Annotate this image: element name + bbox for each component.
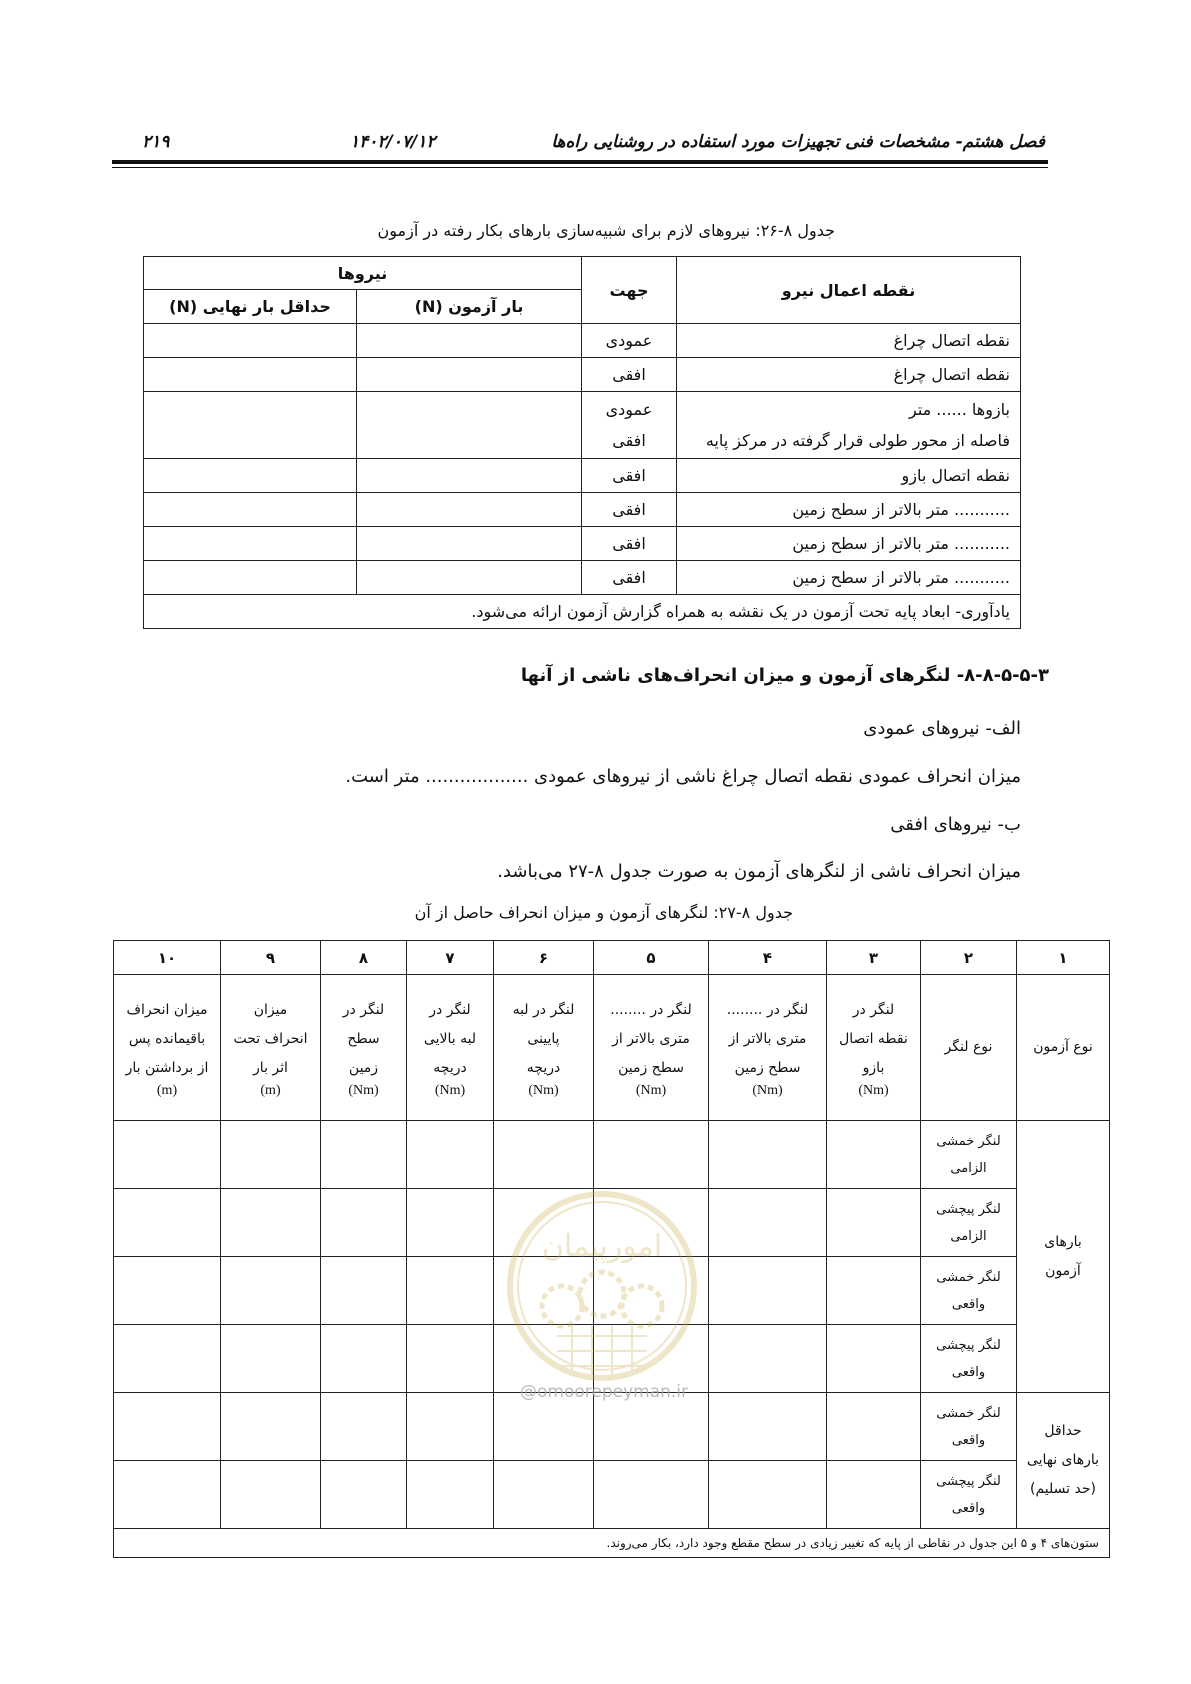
table27-colnum-4: ۴ bbox=[709, 941, 827, 975]
table27-group-test-loads bbox=[1017, 1121, 1110, 1393]
table27-cell-empty bbox=[594, 1393, 709, 1461]
table-row bbox=[144, 358, 1021, 392]
moment-type-line: لنگر پیچشی bbox=[936, 1473, 1001, 1489]
header-unit: (Nm) bbox=[434, 1083, 466, 1098]
table27-cell-empty bbox=[114, 1257, 221, 1325]
table27-cell-empty bbox=[407, 1189, 494, 1257]
moment-type-line: لنگر خمشی bbox=[936, 1405, 1001, 1421]
table-row bbox=[144, 561, 1021, 595]
table27-cell-empty bbox=[407, 1393, 494, 1461]
header-unit: (Nm) bbox=[858, 1083, 889, 1098]
header-line: لنگر در bbox=[342, 1002, 385, 1018]
paragraph-horizontal-deflection: میزان انحراف ناشی از لنگرهای آزمون به صورت جدول ۸-۲۷ می‌باشد. bbox=[497, 861, 1021, 882]
table27-cell-empty bbox=[321, 1257, 407, 1325]
table27-header-col9 bbox=[221, 975, 321, 1121]
table27-cell-empty bbox=[321, 1189, 407, 1257]
header-line: سطح bbox=[347, 1031, 380, 1047]
table27-cell-empty bbox=[494, 1189, 594, 1257]
table27-colnum-9: ۹ bbox=[221, 941, 321, 975]
table26-cell-empty bbox=[144, 324, 357, 358]
table27-header-col6 bbox=[494, 975, 594, 1121]
table27-cell-empty bbox=[709, 1121, 827, 1189]
header-line: دریچه bbox=[526, 1060, 561, 1076]
table-row bbox=[114, 1257, 1110, 1325]
header-line: متری بالاتر از bbox=[728, 1031, 807, 1047]
header-line: لنگر در ........ bbox=[610, 1002, 692, 1018]
header-text: نوع آزمون bbox=[1033, 1039, 1093, 1055]
moment-type-line: واقعی bbox=[951, 1296, 986, 1312]
table27-cell-empty bbox=[709, 1393, 827, 1461]
header-unit: (m) bbox=[260, 1083, 281, 1098]
table26-cell-empty bbox=[144, 527, 357, 561]
table27-moment-type bbox=[921, 1121, 1017, 1189]
table27-caption: جدول ۸-۲۷: لنگرهای آزمون و میزان انحراف حاصل از آن bbox=[414, 903, 793, 922]
paragraph-vertical-forces: الف- نیروهای عمودی bbox=[863, 718, 1021, 739]
table26 bbox=[143, 256, 1021, 629]
table27-cell-empty bbox=[494, 1257, 594, 1325]
table26-cell-empty bbox=[357, 324, 582, 358]
table27-group-ultimate-loads bbox=[1017, 1393, 1110, 1529]
table27-cell-empty bbox=[709, 1189, 827, 1257]
table27-cell-empty bbox=[114, 1461, 221, 1529]
table27-cell-empty bbox=[709, 1325, 827, 1393]
header-unit: (Nm) bbox=[635, 1083, 667, 1098]
table26-cell-point: ........... متر بالاتر از سطح زمین bbox=[677, 527, 1021, 561]
header-line: متری بالاتر از bbox=[612, 1031, 690, 1047]
paragraph-horizontal-forces: ب- نیروهای افقی bbox=[890, 814, 1021, 835]
header-line: میزان bbox=[253, 1002, 288, 1018]
table27-moment-type bbox=[921, 1325, 1017, 1393]
header-unit: (Nm) bbox=[528, 1083, 559, 1098]
header-line: لنگر در لبه bbox=[512, 1002, 575, 1018]
section-title: ۸-۸-۵-۵-۳- لنگرهای آزمون و میزان انحراف‌های ناشی از آنها bbox=[520, 665, 1049, 686]
table27-cell-empty bbox=[594, 1257, 709, 1325]
moment-type-line: لنگر خمشی bbox=[936, 1133, 1001, 1149]
table27-cell-empty bbox=[407, 1461, 494, 1529]
table27-moment-type bbox=[921, 1257, 1017, 1325]
table-row bbox=[114, 1189, 1110, 1257]
table-row bbox=[144, 527, 1021, 561]
table27-header-moment-type bbox=[921, 975, 1017, 1121]
table27-cell-empty bbox=[407, 1257, 494, 1325]
paragraph-vertical-deflection: میزان انحراف عمودی نقطه اتصال چراغ ناشی از نیروهای عمودی .................. متر است. bbox=[345, 766, 1021, 787]
table26-cell-direction-line2: افقی bbox=[612, 431, 646, 450]
table27-moment-type bbox=[921, 1189, 1017, 1257]
group-label-line: بارهای نهایی bbox=[1026, 1452, 1100, 1468]
table27-cell-empty bbox=[321, 1461, 407, 1529]
table26-cell-empty bbox=[357, 358, 582, 392]
table27-cell-empty bbox=[114, 1393, 221, 1461]
header-line: سطح زمین bbox=[734, 1060, 801, 1076]
table26-cell-direction: افقی bbox=[582, 358, 677, 392]
table27-colnum-2: ۲ bbox=[921, 941, 1017, 975]
table26-cell-empty bbox=[357, 561, 582, 595]
table27-cell-empty bbox=[221, 1325, 321, 1393]
header-line: لنگر در ........ bbox=[726, 1002, 809, 1018]
table26-cell-point: نقطه اتصال چراغ bbox=[677, 358, 1021, 392]
table26-cell-empty bbox=[357, 459, 582, 493]
watermark-logo-text: امورپیمان bbox=[541, 1229, 663, 1264]
header-line: سطح زمین bbox=[618, 1060, 684, 1076]
table26-cell-point bbox=[677, 392, 1021, 459]
table27-colnum-8: ۸ bbox=[321, 941, 407, 975]
table27-cell-empty bbox=[494, 1393, 594, 1461]
table27-cell-empty bbox=[709, 1257, 827, 1325]
group-label-line: بارهای bbox=[1044, 1233, 1082, 1250]
table27-colnum-6: ۶ bbox=[494, 941, 594, 975]
table27-cell-empty bbox=[827, 1189, 921, 1257]
table26-cell-direction-line1: عمودی bbox=[605, 400, 653, 419]
table26-cell-point: نقطه اتصال چراغ bbox=[677, 324, 1021, 358]
group-label-line: آزمون bbox=[1045, 1262, 1081, 1279]
table26-cell-direction: افقی bbox=[582, 561, 677, 595]
table27-cell-empty bbox=[594, 1189, 709, 1257]
table27-cell-empty bbox=[221, 1257, 321, 1325]
moment-type-line: واقعی bbox=[951, 1432, 986, 1448]
table27-colnum-7: ۷ bbox=[407, 941, 494, 975]
table27-moment-type bbox=[921, 1393, 1017, 1461]
table26-cell-direction: افقی bbox=[582, 527, 677, 561]
table26-header-test-load: بار آزمون (N) bbox=[357, 290, 582, 324]
table27-cell-empty bbox=[827, 1393, 921, 1461]
table26-cell-empty bbox=[357, 493, 582, 527]
table27-cell-empty bbox=[827, 1257, 921, 1325]
header-line: نقطه اتصال bbox=[839, 1031, 908, 1047]
table26-header-point: نقطه اعمال نیرو bbox=[677, 257, 1021, 324]
table27-colnum-10: ۱۰ bbox=[114, 941, 221, 975]
header-line: از برداشتن بار bbox=[125, 1060, 209, 1076]
table26-cell-point: ........... متر بالاتر از سطح زمین bbox=[677, 561, 1021, 595]
table26-cell-empty bbox=[144, 459, 357, 493]
header-line: میزان انحراف bbox=[126, 1002, 208, 1018]
page-number: ۲۱۹ bbox=[142, 132, 170, 152]
table-row bbox=[144, 459, 1021, 493]
table27-cell-empty bbox=[594, 1461, 709, 1529]
table27-moment-type bbox=[921, 1461, 1017, 1529]
header-text: نوع لنگر bbox=[944, 1039, 993, 1055]
header-line: بازو bbox=[862, 1060, 885, 1076]
table27-cell-empty bbox=[321, 1325, 407, 1393]
table-row bbox=[114, 1121, 1110, 1189]
table27-cell-empty bbox=[114, 1189, 221, 1257]
header-line: زمین bbox=[348, 1060, 379, 1076]
table27-note: ستون‌های ۴ و ۵ این جدول در نقاطی از پایه که تغییر زیادی در سطح مقطع وجود دارد، بکار می‌روند. bbox=[114, 1529, 1110, 1558]
moment-type-line: الزامی bbox=[950, 1228, 987, 1244]
table26-caption: جدول ۸-۲۶: نیروهای لازم برای شبیه‌سازی بارهای بکار رفته در آزمون bbox=[377, 221, 835, 240]
moment-type-line: لنگر خمشی bbox=[936, 1269, 1001, 1285]
header-line: پایینی bbox=[527, 1031, 560, 1047]
chapter-title: فصل هشتم- مشخصات فنی تجهیزات مورد استفاده در روشنایی راه‌ها bbox=[551, 132, 1045, 152]
header-unit: (m) bbox=[156, 1083, 178, 1098]
header-line: اثر بار bbox=[253, 1060, 288, 1076]
table26-cell-point: ........... متر بالاتر از سطح زمین bbox=[677, 493, 1021, 527]
header-date: ۱۴۰۲/۰۷/۱۲ bbox=[350, 132, 436, 152]
table26-cell-point-line2: فاصله از محور طولی قرار گرفته در مرکز پایه bbox=[705, 431, 1010, 450]
table27-cell-empty bbox=[114, 1325, 221, 1393]
table27-header-col7 bbox=[407, 975, 494, 1121]
table27-header-test-type bbox=[1017, 975, 1110, 1121]
table27-cell-empty bbox=[407, 1325, 494, 1393]
table27-cell-empty bbox=[827, 1325, 921, 1393]
table26-cell-empty bbox=[144, 561, 357, 595]
moment-type-line: واقعی bbox=[951, 1364, 986, 1380]
table27-header-col5 bbox=[594, 975, 709, 1121]
table-row bbox=[144, 324, 1021, 358]
table27 bbox=[113, 940, 1110, 1558]
table26-cell-empty bbox=[357, 392, 582, 459]
table-row bbox=[144, 493, 1021, 527]
table27-cell-empty bbox=[321, 1393, 407, 1461]
table26-cell-empty bbox=[144, 392, 357, 459]
table27-cell-empty bbox=[407, 1121, 494, 1189]
table27-cell-empty bbox=[221, 1393, 321, 1461]
watermark-text: @omoorepeyman.ir bbox=[520, 1382, 689, 1402]
table27-colnum-3: ۳ bbox=[827, 941, 921, 975]
table26-cell-point: نقطه اتصال بازو bbox=[677, 459, 1021, 493]
table27-colnum-1: ۱ bbox=[1017, 941, 1110, 975]
table26-note: یادآوری- ابعاد پایه تحت آزمون در یک نقشه به همراه گزارش آزمون ارائه می‌شود. bbox=[144, 595, 1021, 629]
header-line: لبه بالایی bbox=[423, 1031, 477, 1047]
table27-header-col3 bbox=[827, 975, 921, 1121]
table-row bbox=[114, 1393, 1110, 1461]
group-label-line: حداقل bbox=[1044, 1423, 1082, 1439]
header-line: باقیمانده پس bbox=[128, 1031, 206, 1047]
table27-cell-empty bbox=[827, 1121, 921, 1189]
header-rule-thin bbox=[112, 167, 1048, 168]
table26-header-forces: نیروها bbox=[144, 257, 582, 290]
header-line: دریچه bbox=[433, 1060, 467, 1076]
table27-cell-empty bbox=[494, 1121, 594, 1189]
table27-cell-empty bbox=[221, 1121, 321, 1189]
table26-cell-point-line1: بازوها ...... متر bbox=[908, 400, 1010, 419]
header-unit: (Nm) bbox=[348, 1083, 379, 1098]
table27-header-col10 bbox=[114, 975, 221, 1121]
moment-type-line: لنگر پیچشی bbox=[936, 1337, 1001, 1353]
table27-colnum-5: ۵ bbox=[594, 941, 709, 975]
table27-cell-empty bbox=[221, 1461, 321, 1529]
table26-cell-empty bbox=[357, 527, 582, 561]
table27-cell-empty bbox=[321, 1121, 407, 1189]
table27-cell-empty bbox=[221, 1189, 321, 1257]
table26-header-direction: جهت bbox=[582, 257, 677, 324]
group-label-line: (حد تسلیم) bbox=[1030, 1481, 1096, 1497]
table27-cell-empty bbox=[827, 1461, 921, 1529]
table-row bbox=[144, 392, 1021, 459]
moment-type-line: واقعی bbox=[951, 1500, 986, 1516]
table26-cell-direction: افقی bbox=[582, 493, 677, 527]
table26-cell-direction: افقی bbox=[582, 459, 677, 493]
header-rule-thick bbox=[112, 160, 1048, 164]
header-line: لنگر در bbox=[852, 1002, 895, 1018]
moment-type-line: لنگر پیچشی bbox=[936, 1201, 1001, 1217]
header-line: لنگر در bbox=[429, 1002, 471, 1018]
header-line: انحراف تحت bbox=[233, 1031, 308, 1047]
table26-cell-empty bbox=[144, 493, 357, 527]
table27-header-col4 bbox=[709, 975, 827, 1121]
moment-type-line: الزامی bbox=[950, 1160, 987, 1176]
table26-cell-empty bbox=[144, 358, 357, 392]
table27-cell-empty bbox=[114, 1121, 221, 1189]
table27-cell-empty bbox=[494, 1461, 594, 1529]
table27-cell-empty bbox=[709, 1461, 827, 1529]
table27-header-col8 bbox=[321, 975, 407, 1121]
header-unit: (Nm) bbox=[752, 1083, 783, 1098]
table26-header-min-ultimate: حداقل بار نهایی (N) bbox=[144, 290, 357, 324]
table-row bbox=[114, 1461, 1110, 1529]
table27-cell-empty bbox=[594, 1121, 709, 1189]
table26-cell-direction bbox=[582, 392, 677, 459]
table26-cell-direction: عمودی bbox=[582, 324, 677, 358]
